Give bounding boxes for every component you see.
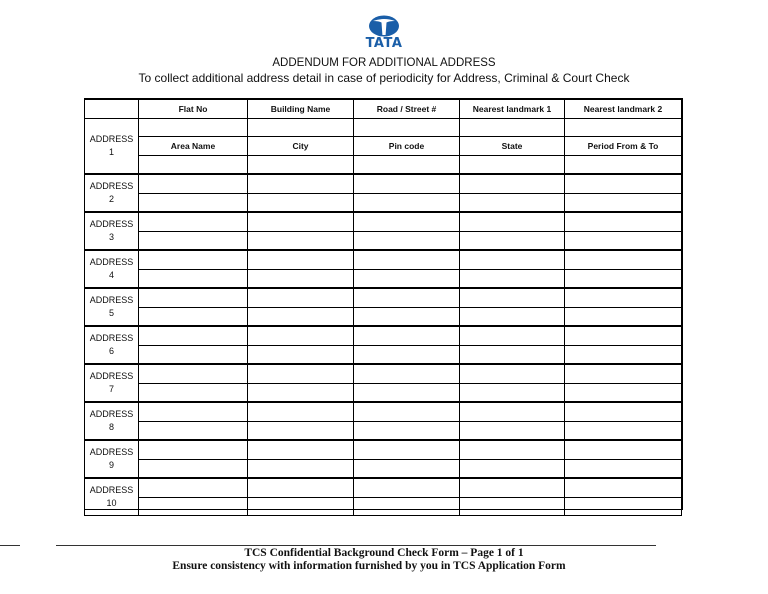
address-number: 5 (108, 308, 114, 318)
input-cell[interactable] (248, 118, 354, 137)
input-cell[interactable] (565, 212, 682, 231)
column-header: Nearest landmark 1 (460, 99, 565, 118)
column-header: Flat No (139, 99, 248, 118)
address-label: ADDRESS (89, 181, 134, 191)
table-row (85, 212, 683, 231)
input-cell[interactable] (460, 174, 565, 193)
input-cell[interactable] (565, 174, 682, 193)
corner-cell (85, 99, 139, 118)
input-cell[interactable] (139, 307, 248, 326)
input-cell[interactable] (565, 497, 682, 516)
column-header: Road / Street # (354, 99, 460, 118)
input-cell[interactable] (354, 478, 460, 497)
input-cell[interactable] (354, 326, 460, 345)
input-cell[interactable] (460, 250, 565, 269)
input-cell[interactable] (460, 212, 565, 231)
input-cell[interactable] (139, 212, 248, 231)
table-row (85, 421, 683, 440)
logo-wordmark: TATA (365, 36, 403, 51)
tata-logo-icon (367, 14, 401, 38)
address-label: ADDRESS (89, 409, 134, 419)
input-cell[interactable] (354, 231, 460, 250)
input-cell[interactable] (139, 250, 248, 269)
input-cell[interactable] (565, 231, 682, 250)
table-row (85, 118, 683, 137)
input-cell[interactable] (139, 269, 248, 288)
input-cell[interactable] (565, 459, 682, 478)
table-row (85, 345, 683, 364)
column-header: Building Name (248, 99, 354, 118)
address-number: 7 (108, 384, 114, 394)
address-label-cell (85, 288, 139, 326)
input-cell[interactable] (460, 345, 565, 364)
column-header: Period From & To (565, 137, 682, 156)
table-row (85, 478, 683, 497)
address-number: 10 (106, 498, 117, 508)
input-cell[interactable] (248, 478, 354, 497)
input-cell[interactable] (354, 118, 460, 137)
input-cell[interactable] (565, 326, 682, 345)
address-number: 2 (108, 194, 114, 204)
address-label: ADDRESS (89, 295, 134, 305)
table-row (85, 497, 683, 516)
address-label-cell (85, 250, 139, 288)
input-cell[interactable] (354, 307, 460, 326)
input-cell[interactable] (460, 307, 565, 326)
address-label: ADDRESS (89, 371, 134, 381)
input-cell[interactable] (139, 364, 248, 383)
input-cell[interactable] (460, 478, 565, 497)
input-cell[interactable] (354, 364, 460, 383)
input-cell[interactable] (139, 440, 248, 459)
address-label-cell (85, 174, 139, 212)
input-cell[interactable] (248, 497, 354, 516)
input-cell[interactable] (248, 288, 354, 307)
input-cell[interactable] (248, 307, 354, 326)
input-cell[interactable] (354, 459, 460, 478)
tata-logo (358, 14, 410, 56)
address-label: ADDRESS (89, 447, 134, 457)
input-cell[interactable] (565, 250, 682, 269)
input-cell[interactable] (139, 421, 248, 440)
address-label: ADDRESS (89, 219, 134, 229)
input-cell[interactable] (248, 212, 354, 231)
input-cell[interactable] (139, 288, 248, 307)
input-cell[interactable] (248, 193, 354, 212)
input-cell[interactable] (248, 231, 354, 250)
input-cell[interactable] (460, 421, 565, 440)
address-label: ADDRESS (89, 485, 134, 495)
input-cell[interactable] (565, 118, 682, 137)
address-number: 8 (108, 422, 114, 432)
input-cell[interactable] (248, 345, 354, 364)
page-subtitle: To collect additional address detail in case of periodicity for Address, Criminal & Court Check (138, 71, 630, 85)
column-header: Nearest landmark 2 (565, 99, 682, 118)
input-cell[interactable] (354, 421, 460, 440)
input-cell[interactable] (248, 459, 354, 478)
input-cell[interactable] (565, 155, 682, 174)
footer-line-1: TCS Confidential Background Check Form – Page 1 of 1 (244, 547, 524, 559)
blank-cell (139, 155, 248, 174)
table-row (85, 307, 683, 326)
address-label-cell (85, 478, 139, 516)
input-cell[interactable] (565, 478, 682, 497)
address-label: ADDRESS (89, 257, 134, 267)
table-row (85, 231, 683, 250)
input-cell[interactable] (248, 174, 354, 193)
address-number: 1 (108, 146, 114, 157)
table-row (85, 250, 683, 269)
input-cell[interactable] (139, 118, 248, 137)
column-header: Area Name (139, 137, 248, 156)
input-cell[interactable] (565, 345, 682, 364)
table-row (85, 459, 683, 478)
address-number: 9 (108, 460, 114, 470)
input-cell[interactable] (354, 402, 460, 421)
table-row (85, 326, 683, 345)
address-number: 3 (108, 232, 114, 242)
address-label: ADDRESS (89, 333, 134, 343)
table-row (85, 193, 683, 212)
page-title: ADDENDUM FOR ADDITIONAL ADDRESS (272, 57, 496, 69)
input-cell[interactable] (460, 288, 565, 307)
address-label-cell (85, 402, 139, 440)
footer-rule (56, 545, 656, 546)
input-cell[interactable] (248, 421, 354, 440)
address-table (84, 98, 683, 516)
input-cell[interactable] (248, 326, 354, 345)
input-cell[interactable] (460, 497, 565, 516)
input-cell[interactable] (354, 174, 460, 193)
input-cell[interactable] (248, 250, 354, 269)
address-label-cell (85, 440, 139, 478)
input-cell[interactable] (354, 212, 460, 231)
input-cell[interactable] (460, 118, 565, 137)
input-cell[interactable] (354, 383, 460, 402)
input-cell[interactable] (565, 440, 682, 459)
table-row (85, 364, 683, 383)
input-cell[interactable] (354, 269, 460, 288)
table-row (85, 99, 683, 118)
address-label-cell (85, 118, 139, 174)
column-header: City (248, 137, 354, 156)
input-cell[interactable] (248, 364, 354, 383)
input-cell[interactable] (460, 231, 565, 250)
input-cell[interactable] (460, 269, 565, 288)
input-cell[interactable] (460, 326, 565, 345)
input-cell[interactable] (354, 155, 460, 174)
address-number: 6 (108, 346, 114, 356)
input-cell[interactable] (354, 250, 460, 269)
table-row (85, 155, 683, 174)
address-number: 4 (108, 270, 114, 280)
input-cell[interactable] (139, 326, 248, 345)
input-cell[interactable] (565, 421, 682, 440)
input-cell[interactable] (354, 193, 460, 212)
table-row (85, 440, 683, 459)
table-row (85, 174, 683, 193)
input-cell[interactable] (139, 383, 248, 402)
input-cell[interactable] (565, 364, 682, 383)
input-cell[interactable] (139, 402, 248, 421)
input-cell[interactable] (460, 383, 565, 402)
input-cell[interactable] (682, 155, 683, 174)
input-cell[interactable] (565, 307, 682, 326)
input-cell[interactable] (565, 193, 682, 212)
table-row (85, 383, 683, 402)
input-cell[interactable] (460, 364, 565, 383)
input-cell[interactable] (248, 269, 354, 288)
table-row (85, 137, 683, 156)
address-label-cell (85, 212, 139, 250)
input-cell[interactable] (139, 193, 248, 212)
input-cell[interactable] (139, 231, 248, 250)
table-row (85, 402, 683, 421)
input-cell[interactable] (139, 459, 248, 478)
input-cell[interactable] (248, 440, 354, 459)
footer-rule-left (0, 545, 20, 546)
input-cell[interactable] (248, 155, 354, 174)
input-cell[interactable] (354, 440, 460, 459)
address-label: ADDRESS (89, 133, 134, 144)
input-cell[interactable] (354, 288, 460, 307)
input-cell[interactable] (460, 459, 565, 478)
input-cell[interactable] (460, 440, 565, 459)
input-cell[interactable] (354, 497, 460, 516)
input-cell[interactable] (565, 383, 682, 402)
input-cell[interactable] (139, 174, 248, 193)
input-cell[interactable] (248, 402, 354, 421)
input-cell[interactable] (460, 155, 565, 174)
table-row (85, 288, 683, 307)
table-row (85, 269, 683, 288)
footer-line-2: Ensure consistency with information furnished by you in TCS Application Form (172, 560, 566, 572)
input-cell[interactable] (460, 402, 565, 421)
input-cell[interactable] (248, 383, 354, 402)
input-cell[interactable] (460, 193, 565, 212)
input-cell[interactable] (139, 497, 248, 516)
address-label-cell (85, 364, 139, 402)
column-header: State (460, 137, 565, 156)
address-label-cell (85, 326, 139, 364)
input-cell[interactable] (139, 345, 248, 364)
input-cell[interactable] (565, 402, 682, 421)
input-cell[interactable] (565, 269, 682, 288)
input-cell[interactable] (565, 288, 682, 307)
column-header: Pin code (354, 137, 460, 156)
input-cell[interactable] (354, 345, 460, 364)
input-cell[interactable] (139, 478, 248, 497)
